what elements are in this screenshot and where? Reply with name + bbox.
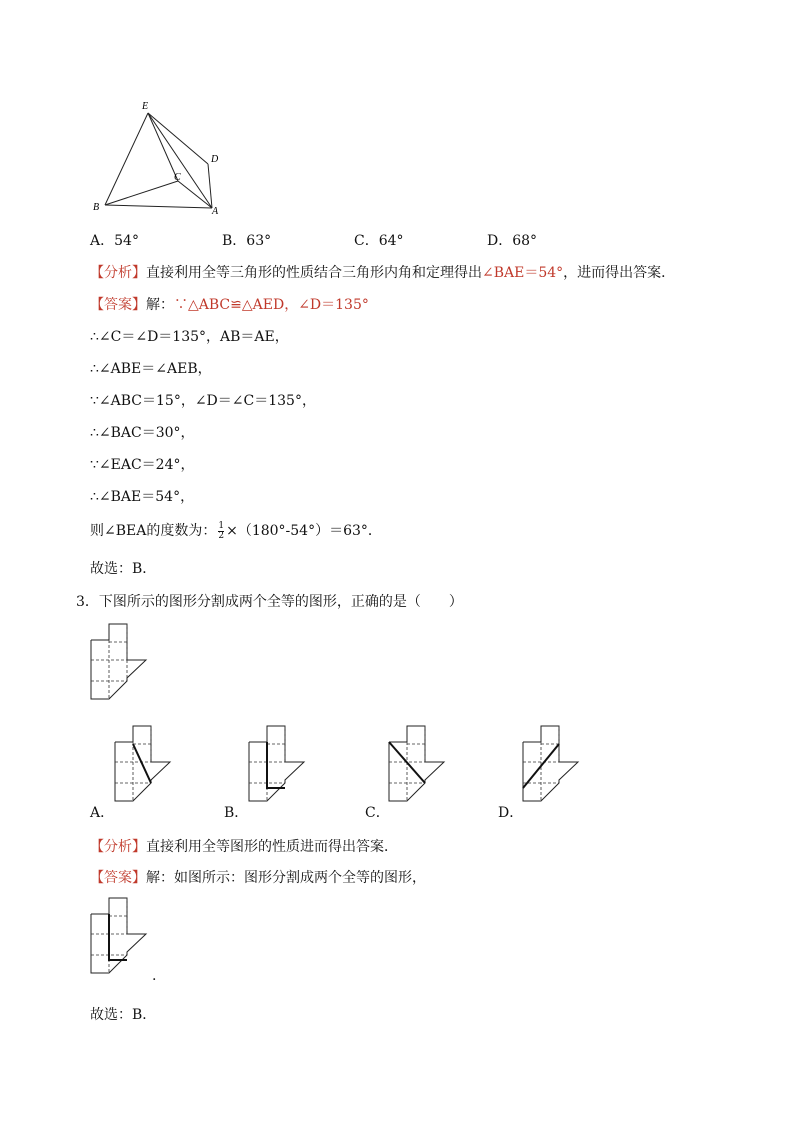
analysis-tag: 【分析】 (90, 839, 146, 855)
q2-option-d: D．68° (487, 233, 538, 249)
answer-tag: 【答案】 (90, 297, 146, 313)
q3-option-a: A． (90, 805, 115, 821)
triangle-figure (90, 98, 240, 218)
q2-analysis: 【分析】直接利用全等三角形的性质结合三角形内角和定理得出∠BAE＝54°，进而得出答案． (90, 265, 676, 281)
q3-option-d-figure (520, 724, 590, 814)
q3-figure-original (88, 622, 158, 712)
q2-step: ∴∠BAE＝54°， (90, 489, 195, 505)
q3-option-a-figure (112, 724, 182, 814)
q3-answer: 【答案】解：如图所示：图形分割成两个全等的图形， (90, 870, 426, 886)
q2-answer-line1: 【答案】解：∵△ABC≌△AED，∠D＝135° (90, 297, 369, 313)
q2-option-b: B．63° (222, 233, 272, 249)
q3-option-d: D． (498, 805, 524, 821)
q3-choose: 故选：B． (90, 1007, 157, 1023)
q3-option-c: C． (365, 805, 390, 821)
q2-option-a: A．54° (90, 233, 139, 249)
q2-step: ∴∠C＝∠D＝135°，AB＝AE， (90, 329, 289, 345)
q3-analysis: 【分析】直接利用全等图形的性质进而得出答案． (90, 839, 398, 855)
q2-final: 则∠BEA的度数为： $\frac{1}{2}$ ×（180°-54°）＝63°． (90, 520, 382, 541)
q2-step: ∴∠ABE＝∠AEB， (90, 361, 212, 377)
label-B: B (93, 202, 100, 213)
fraction-half: $\frac{1}{2}$ (218, 520, 225, 541)
label-A: A (212, 206, 219, 217)
answer-tag: 【答案】 (90, 870, 146, 886)
analysis-tag: 【分析】 (90, 265, 146, 281)
q3-option-b: B． (224, 805, 249, 821)
q3-option-c-figure (386, 724, 456, 814)
answer-period: . (152, 968, 157, 984)
q2-option-c: C．64° (354, 233, 404, 249)
q2-step: ∵∠ABC＝15°，∠D＝∠C＝135°， (90, 393, 316, 409)
q2-choose: 故选：B． (90, 561, 157, 577)
q2-step: ∴∠BAC＝30°， (90, 425, 195, 441)
q3-stem: 3．下图所示的图形分割成两个全等的图形，正确的是（ ） (76, 594, 463, 610)
label-D: D (211, 154, 219, 165)
q3-option-b-figure (246, 724, 316, 814)
q3-answer-figure (88, 896, 158, 986)
label-C: C (174, 172, 181, 183)
q2-step: ∵∠EAC＝24°， (90, 457, 195, 473)
label-E: E (142, 101, 149, 112)
